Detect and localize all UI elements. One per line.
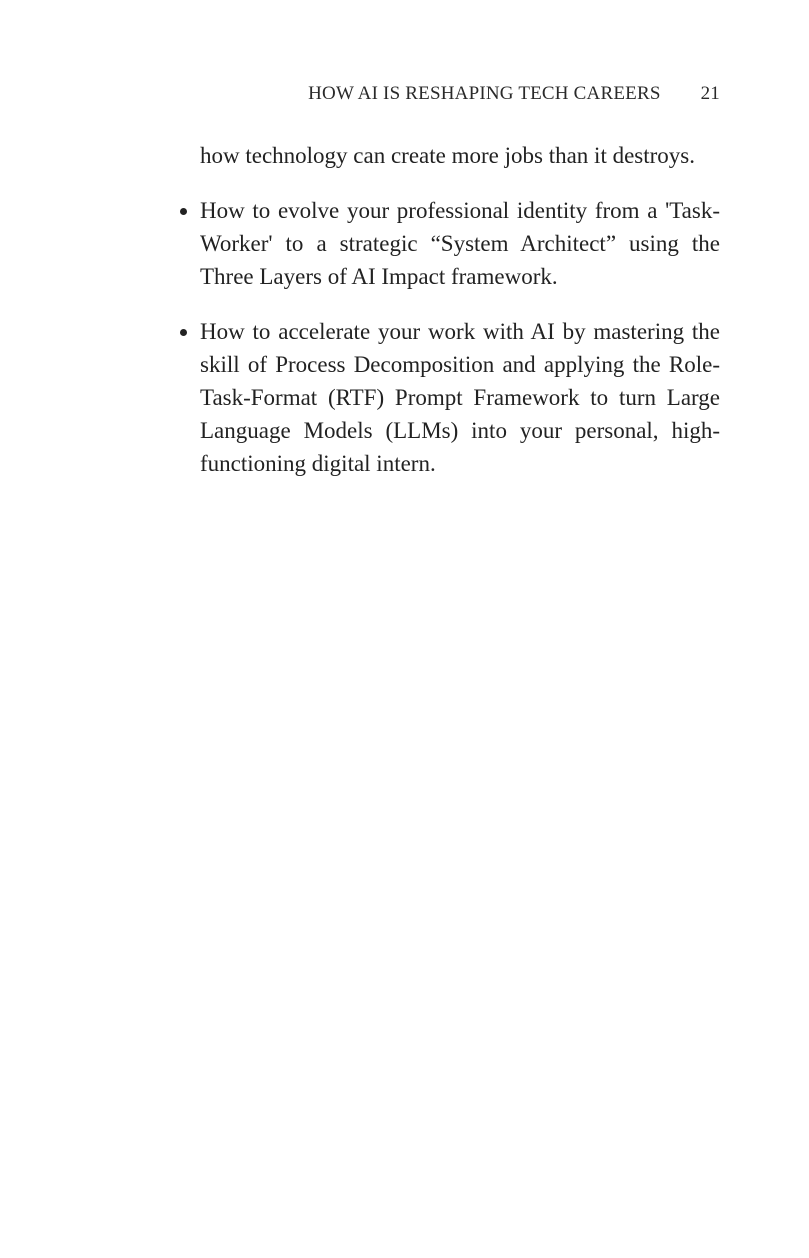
bullet-list (200, 194, 720, 480)
bullet-text: How to accelerate your work with AI by mastering the skill of Process Decomposition and applying the Role-Task-Format (RTF) Prompt Framework to turn Large Language Models (LLMs) into your personal, high-functioning digital intern. (200, 319, 720, 476)
page-body (200, 139, 720, 502)
running-header (200, 82, 720, 106)
running-title: HOW AI IS RESHAPING TECH CAREERS (308, 83, 661, 104)
continuation-paragraph: how technology can create more jobs than it destroys. (200, 143, 695, 168)
bullet-icon (180, 208, 187, 215)
page-number: 21 (700, 83, 720, 104)
bullet-text: How to evolve your professional identity from a 'Task-Worker' to a strategic “System Architect” using the Three Layers of AI Impact framework. (200, 198, 720, 289)
bullet-icon (180, 329, 187, 336)
list-item (200, 315, 720, 480)
list-item (200, 194, 720, 293)
